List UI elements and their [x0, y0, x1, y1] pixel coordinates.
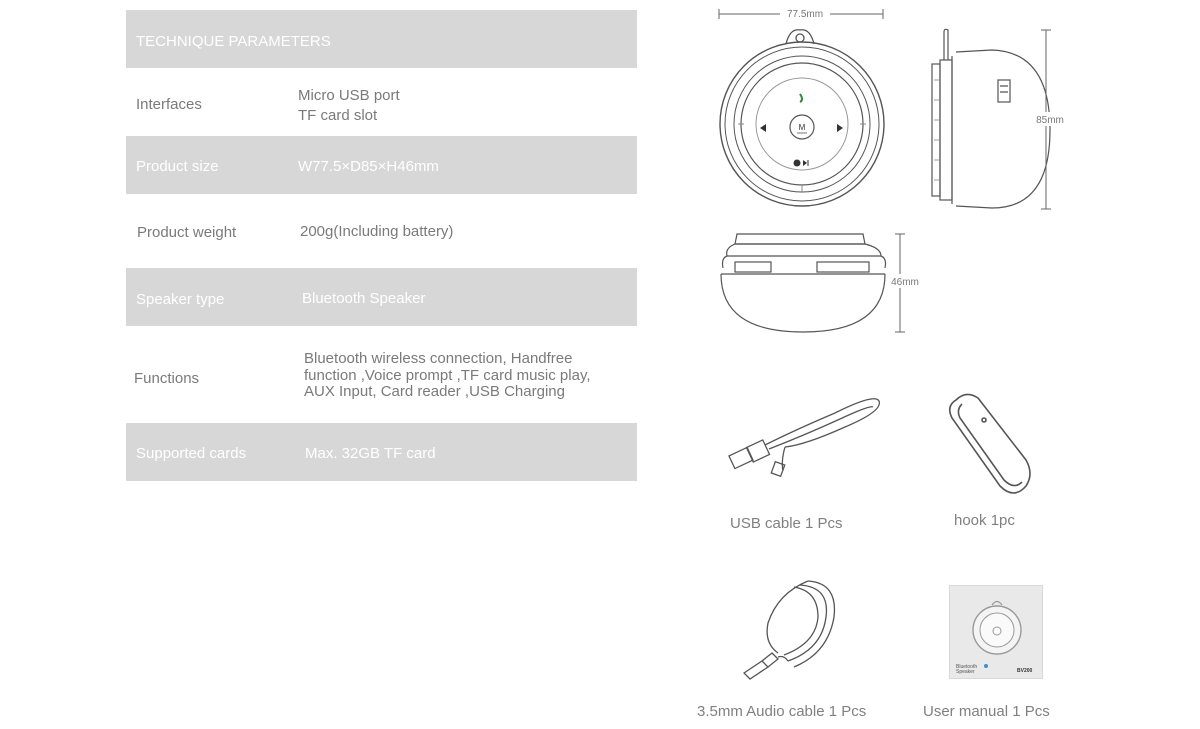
height-dimension-label: 46mm [891, 277, 919, 288]
speaker-front-view-diagram [700, 0, 910, 215]
spec-label: Interfaces [136, 96, 202, 113]
spec-row-speaker-type [126, 268, 637, 326]
spec-value-line: Bluetooth wireless connection, Handfree [304, 350, 573, 367]
hook-caption: hook 1pc [954, 512, 1015, 529]
bluetooth-play-icon [794, 160, 809, 167]
spec-value [298, 86, 400, 126]
next-icon [837, 124, 843, 132]
spec-value-line: TF card slot [298, 107, 378, 124]
spec-label: Product weight [137, 224, 237, 241]
spec-label: Functions [134, 370, 200, 387]
audio-cable-caption: 3.5mm Audio cable 1 Pcs [697, 703, 867, 720]
spec-value-line: function ,Voice prompt ,TF card music play, [304, 366, 591, 384]
spec-value: Max. 32GB TF card [305, 445, 436, 462]
width-dimension-label: 77.5mm [786, 9, 824, 20]
manual-brand-text [956, 665, 977, 675]
audio-cable-image [738, 573, 848, 683]
spec-label: Product size [136, 158, 219, 175]
spec-row-interfaces [126, 68, 637, 136]
user-manual-image [949, 585, 1043, 679]
depth-dimension-label: 85mm [1036, 115, 1064, 126]
spec-label: Speaker type [136, 291, 225, 308]
spec-row-functions [126, 326, 637, 423]
spec-row-product-size [126, 136, 637, 194]
spec-value: Bluetooth Speaker [302, 290, 426, 307]
manual-brand-line: Speaker [956, 669, 975, 675]
usb-cable-image [725, 385, 890, 485]
usb-cable-caption: USB cable 1 Pcs [730, 515, 843, 532]
spec-value [304, 351, 591, 401]
spec-label: Supported cards [136, 445, 247, 462]
user-manual-caption: User manual 1 Pcs [923, 703, 1050, 720]
phone-icon [800, 94, 802, 102]
speaker-side-view-diagram [922, 20, 1072, 220]
hook-image [942, 390, 1042, 500]
speaker-profile-view-diagram [715, 228, 945, 338]
spec-value: 200g(Including battery) [300, 223, 454, 240]
spec-row-supported-cards [126, 423, 637, 481]
manual-model-text: BV200 [1017, 668, 1033, 674]
spec-header-row [126, 10, 637, 68]
spec-row-product-weight [126, 194, 637, 268]
manual-brand-line: Bluetooth [956, 664, 978, 670]
previous-icon [760, 124, 766, 132]
spec-value-line: Micro USB port [298, 87, 400, 104]
spec-value-line: AUX Input, Card reader ,USB Charging [304, 383, 565, 400]
spec-value: W77.5×D85×H46mm [298, 158, 439, 175]
spec-header-title: TECHNIQUE PARAMETERS [136, 33, 331, 50]
center-button-label: M [798, 123, 806, 132]
